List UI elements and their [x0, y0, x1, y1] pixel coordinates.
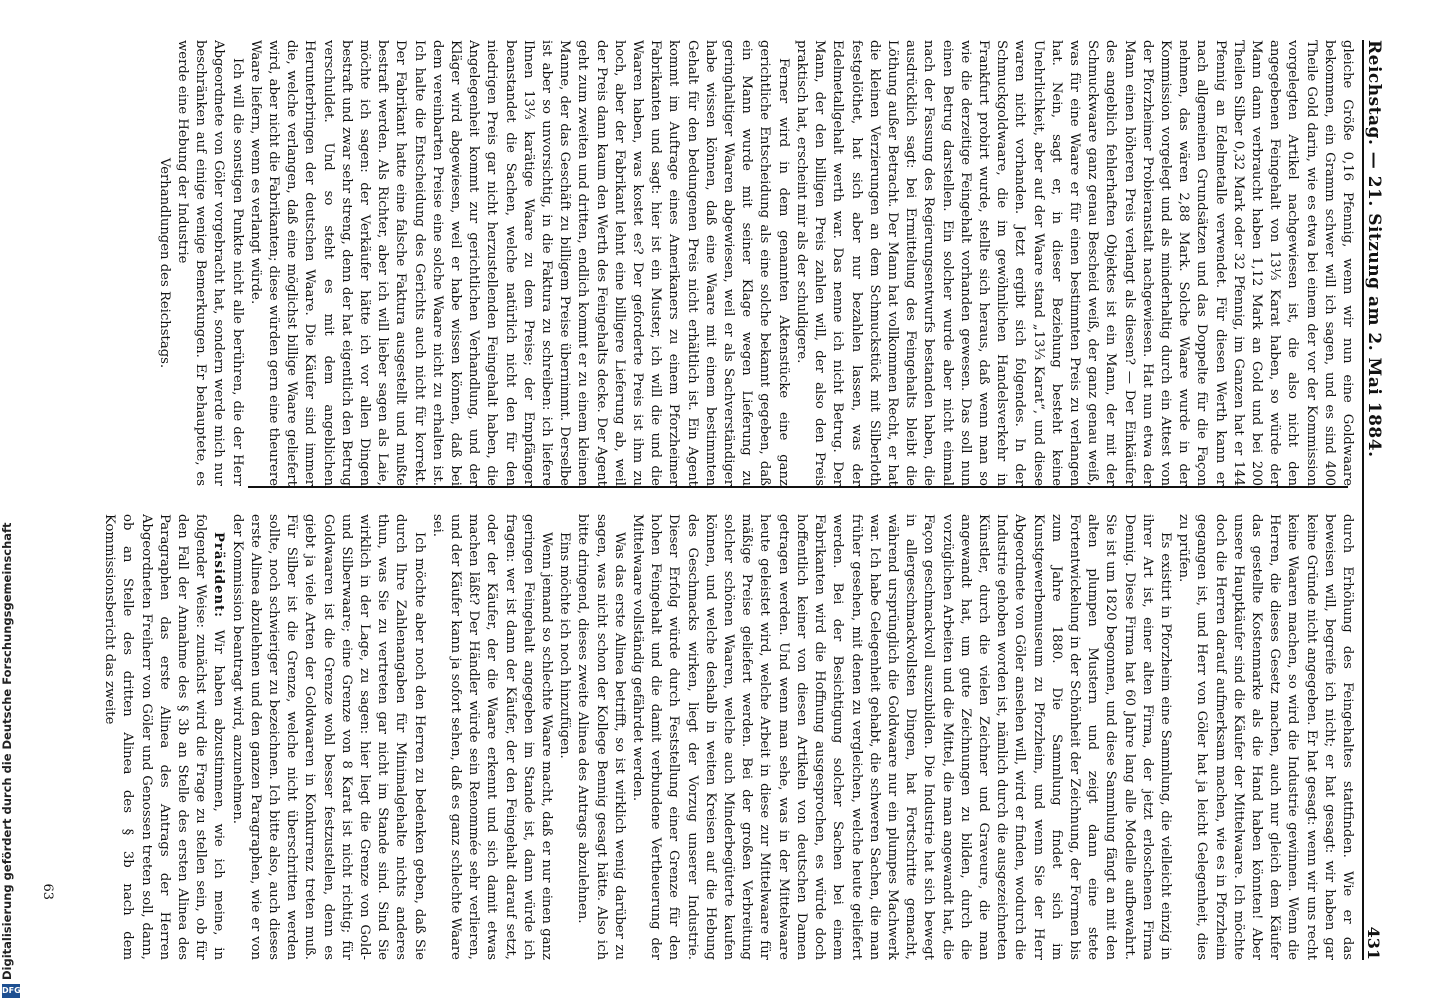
paragraph: gleiche Größe 0,16 Pfennig, wenn wir nun eine Goldwaare bekommen, ein Gramm schwer will ich sagen, und es sind 400 Theile Gold darin, wie es etwa bei einem der vor der Kommission vorgelegten Artikel nachgewiesen ist, die also nicht den angegebenen Feingehalt von 13⅓ Karat haben, so würde der Mann dann verbraucht haben 1,12 Mark an Gold und bei 200 Theilen Silber 0,32 Mark oder 32 Pfennig, im Ganzen hat er 144 Pfennig an Edelmetalle verwendet. Für diesen Werth kann er nach allgemeinen Grundsätzen und das Doppelte für die Façon nehmen, das wären 2,88 Mark. Solche Waare wurde in der Kommission vorgelegt und als minderhaltig durch ein Attest von der Pforzheimer Probieranstalt nachgewiesen. Hat nun etwa der Mann einen höheren Preis verlangt als diesen? — Der Einkäufer des angeblich fehlerhaften Objektes ist ein Mann, der mit der Schmuckwaare ganz genau Bescheid weiß, der ganz genau weiß, was für eine Waare er für einen bestimmten Preis zu verlangen hat. Nein, sagt er, in dieser Beziehung besteht keine Unehrlichkeit, aber auf der Waare stand „13⅓ Karat“, und diese waren nicht vorhanden. Jetzt ergibt sich folgendes. In der Schmuckgoldwaare, die im gewöhnlichen Handelsverkehr in Frankfurt probirt wurde, stellte sich heraus, daß wenn man so wie die derzeitige Feingehalt vorhanden gewesen. Das soll nun einen Betrug darstellen. Ein solcher wurde aber nicht einmal nach der Fassung des Regierungsentwurfs bestanden haben, die ausdrücklich sagt: bei Ermittelung des Feingehalts bleibt die Löthung außer Betracht. Der Mann hat vollkommen Recht, er hat die kleinen Verzierungen an dem Schmuckstück mit Silberloth festgelöthet, hat sich aber nur bezahlen lassen, was der Edelmetallgehalt werth war. Das nenne ich nicht Betrug. Der Mann, der den billigen Preis zahlen will, der also den Preis praktisch hat, erscheint mir als der schuldigere.: [793, 40, 1355, 486]
paragraph: Ich will die sonstigen Punkte nicht alle berühren, die der Herr Abgeordnete von Göler vorgebracht hat, sondern werde mich nur beschränken auf einige wenige Bemerkungen. Er behauptete, es werde eine Hebung der Industrie: [175, 40, 245, 486]
paragraph: Was das erste Alinea betrifft, so ist wirklich wenig darüber zu sagen, was nicht schon der Kollege Bennig gesagt hätte. Also ich bitte dringend, dieses zweite Alinea des Antrags abzulehnen.: [575, 514, 627, 960]
speaker-label: Präsident:: [211, 532, 227, 619]
signature-number: 63: [40, 883, 55, 900]
left-column: [60, 40, 1356, 486]
text-columns: [60, 40, 1356, 960]
paragraph: Ich möchte aber noch den Herren zu bedenken geben, daß Sie durch Ihre Zahlenangaben für Minimalgehalte nichts anderes thun, was Sie zu vertreten gar nicht im Stande sind. Sind Sie wirklich in der Lage, zu sagen: hier liegt die Grenze von Gold- und Silberwaare; eine Grenze von 8 Karat ist nicht richtig; für Goldwaaren ist die Grenze wohl besser festzustellen, denn es giebt ja viele Arten der Goldwaaren in Konkurrenz treten muß. Für Silber ist die Grenze, welche nicht überschritten werden sollte, noch schwieriger zu bezeichnen. Ich bitte also, auch dieses erste Alinea abzulehnen und den ganzen Paragraphen, wie er von der Kommission beantragt wird, anzunehmen.: [229, 514, 427, 960]
page-title: Reichstag. — 21. Sitzung am 2. Mai 1884.: [1364, 40, 1384, 458]
credit-text: Digitalisierung gefördert durch die Deutsche Forschungsgemeinschaft: [0, 522, 14, 980]
page-number: 431: [1364, 926, 1383, 960]
paragraph: Ferner wird in dem genannten Aktenstücke eine ganz gerichtliche Entscheidung als eine solche bekannt gegeben, daß ein Mann wurde mit seiner Klage wegen Lieferung zu geringhaltiger Waaren abgewiesen, weil er als Sachverständiger habe wissen können, daß eine Waare mit einem bestimmten Gehalt für den bedungenen Preis nicht erhältlich ist. Ein Agent kommt im Auftrage eines Amerikaners zu einem Pforzheimer Fabrikanten und sagt: hier ist ein Muster, ich will die und die Waaren haben, was kostet es? Der geforderte Preis ist ihm zu hoch, aber der Fabrikant lehnt eine billigere Lieferung ab, weil der Preis dann kaum den Werth des Feingehalts decke. Der Agent geht zum zweiten und dritten, endlich kommt er zu einem kleinen Manne, der das Geschäft zu billigem Preise übernimmt. Derselbe ist aber so unvorsichtig, in die Faktura zu schreiben: ich liefere Ihnen 13⅓ karätige Waare zu dem Preise; der Empfänger beanstandet die Sachen, welche natürlich nicht den für den niedrigen Preis gar nicht herzustellenden Feingehalt haben, die Angelegenheit kommt zur gerichtlichen Verhandlung, und der Kläger wird abgewiesen, weil er habe wissen können, daß bei dem vereinbarten Preise eine solche Waare nicht zu erhalten ist. Ich halte die Entscheidung des Gerichts auch nicht für korrekt. Der Fabrikant hatte eine falsche Faktura ausgestellt und mußte bestraft werden. Als Richter, aber ich will lieber sagen als Laie, möchte ich sagen: der Verkäufer hätte ich vor allen Dingen bestraft und zwar sehr streng, denn der hat eigentlich den Betrug verschuldet. Und so steht es mit dem angeblichen Herunterbringen der deutschen Waare. Die Käufer sind immer die, welche verlangen, daß eine möglichst billige Waare geliefert wird, aber nicht die Fabrikanten; diese würden gern eine theurere Waare liefern, wenn es verlangt würde.: [247, 40, 791, 486]
dfg-logo: DFG: [2, 984, 20, 998]
president-paragraph: [100, 514, 227, 960]
paragraph: Es existirt in Pforzheim eine Sammlung, die vielleicht einzig in ihrer Art ist, einer alten Firma, der jetzt erloschenen Firma Dennig. Diese Firma hat 60 Jahre lang alle Modelle aufbewahrt. Sie ist um 1820 begonnen, und diese Sammlung fängt an mit den alten plumpen Mustern und zeigt dann eine stete Fortentwickelung in der Schönheit der Zeichnung, der Formen bis zum Jahre 1880. Die Sammlung findet sich im Kunstgewerbemuseum zu Pforzheim, und wenn Sie der Herr Abgeordnete von Göler ansehen will, wird er finden, wodurch die Industrie gehoben worden ist, nämlich durch die ausgezeichneten Künstler, durch die vielen Zeichner und Graveure, die man angewandt hat, um gute Zeichnungen zu bilden, durch die vorzüglichen Arbeiten und die Mittel, die man angewandt hat, die Façon geschmackvoll auszubilden. Die Industrie hat sich bewegt in allergeschmackvollsten Dingen, hat Fortschritte gemacht, während ursprünglich die Goldwaare nur ein plumpes Machwerk war. Ich habe Gelegenheit gehabt, die schweren Sachen, die man früher gesehen, mit denen zu vergleichen, welche heute geliefert werden. Bei der Besichtigung solcher Sachen bei einem Fabrikanten wird die Hoffnung ausgesprochen, es würde doch hoffentlich keiner von diesen Artikeln von deutschen Damen getragen werden. Und wenn man sehe, was in der Mittelwaare heute geleistet wird, welche Arbeit in diese zur Mittelwaare für mäßige Preise geliefert werden. Bei der großen Verbreitung solcher schönen Waaren, welche auch Minderbegüterte kaufen können, und welche deshalb in weiten Kreisen auf die Hebung des Geschmacks wirken, liegt der Vorzug unserer Industrie. Dieser Erfolg würde durch Feststellung einer Grenze für den hohen Feingehalt und die damit verbundene Vertheuerung der Mittelwaare vollständig gefährdet werden.: [630, 514, 1173, 960]
right-column: [60, 514, 1356, 960]
paragraph: Wenn jemand so schlechte Waare macht, daß er nur einen ganz geringen Feingehalt angegeben im Stande ist, dann würde ich fragen: wer ist dann der Käufer, der den Feingehalt darauf setzt, oder der Käufer, der die Waare erkennt und sich damit etwas machen läßt? Der Händler würde sein Renommée sehr verlieren, und der Käufer kann ja sofort sehen, daß es ganz schlechte Waare sei.: [429, 514, 555, 960]
page-header: [1362, 40, 1392, 960]
president-text: Wir haben abzustimmen, wie ich meine, in folgender Weise: zunächst wird die Frage zu stellen sein, ob für den Fall der Annahme des § 3b an Stelle des ersten Alinea des Paragraphen das erste Alinea des Antrags der Herren Abgeordneten Freiherr von Göler und Genossen treten soll, dann, ob an Stelle des dritten Alinea des § 3b nach dem Kommissionsbericht das zweite: [102, 514, 227, 960]
paragraph: Eins möchte ich noch hinzufügen.: [557, 532, 573, 759]
column-footer: Verhandlungen des Reichstags.: [156, 157, 172, 369]
paragraph: durch Erhöhung des Feingehaltes stattfinden. Wie er das beweisen will, begreife ich nicht; er hat gesagt: wir haben gar keine Gründe nicht angegeben. Er hat gesagt: wenn wir uns recht keine Waaren machen, so wird die Industrie gewinnen. Wenn die Herren, die dieses Gesetz machen, auch nur gleich dem Käufer das gestellte Kostenmarke als die Hand haben könnten! Aber unsere Hauptkäufer sind die Käufer der Mittelwaare. Ich möchte doch die Herren darauf aufmerksam machen, wie es in Pforzheim gegangen ist, und Herr von Göler hat ja leicht Gelegenheit, dies zu prüfen.: [1176, 514, 1355, 960]
